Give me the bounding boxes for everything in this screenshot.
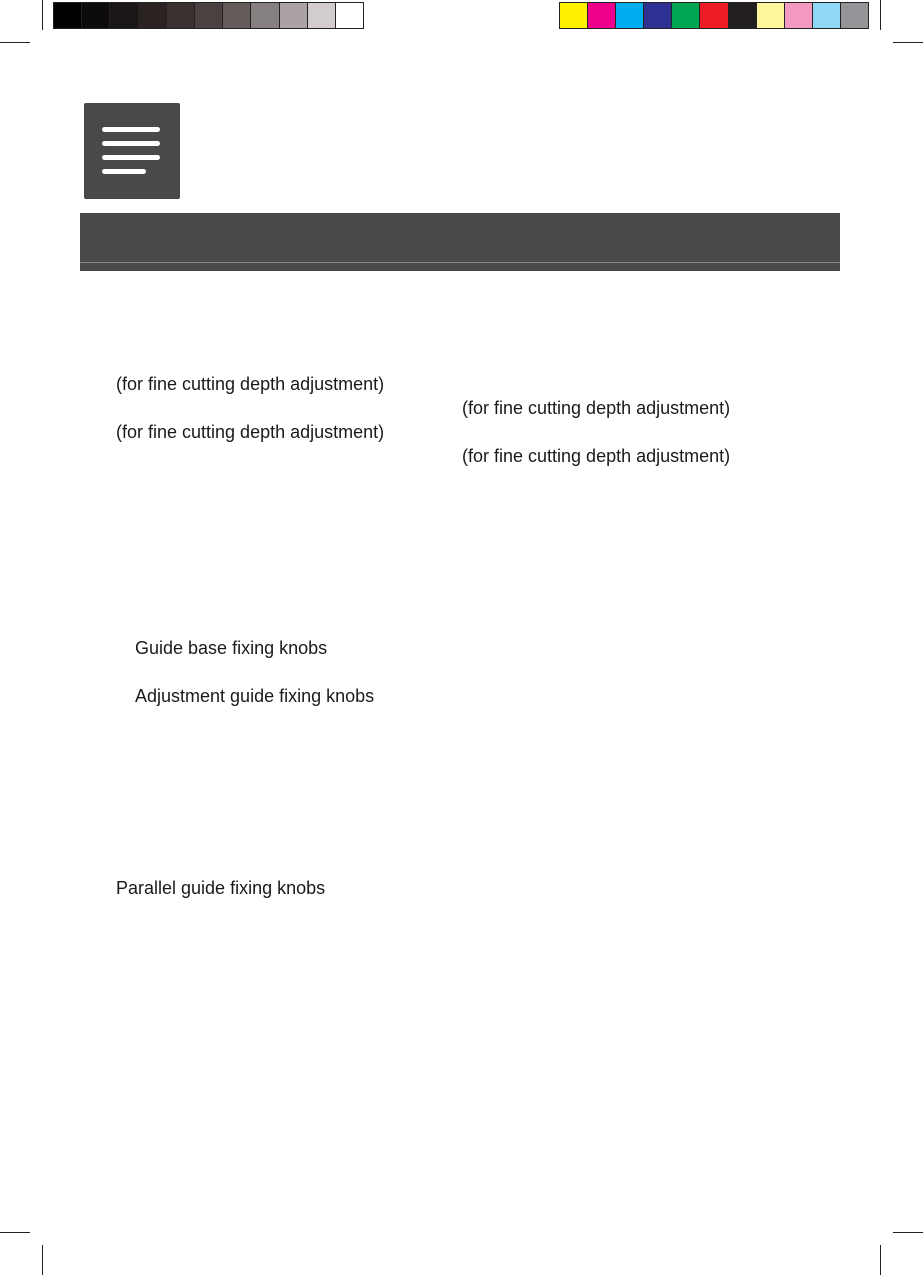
- icon-line: [102, 127, 160, 132]
- calibration-swatch: [223, 3, 251, 28]
- calibration-swatch: [251, 3, 279, 28]
- calibration-swatch: [785, 3, 813, 28]
- calibration-swatch: [82, 3, 110, 28]
- calibration-swatch: [700, 3, 728, 28]
- crop-mark-top-right-v: [880, 0, 881, 30]
- crop-mark-top-left-h: [0, 42, 30, 43]
- calibration-swatch: [280, 3, 308, 28]
- icon-line: [102, 155, 160, 160]
- grayscale-calibration-strip: [53, 2, 364, 29]
- calibration-swatch: [560, 3, 588, 28]
- crop-mark-bottom-right-h: [893, 1232, 923, 1233]
- left-fine-adjust-note-1: (for fine cutting depth adjustment): [116, 374, 385, 394]
- parallel-guide-knobs-label: Parallel guide fixing knobs: [116, 878, 326, 898]
- text-lines-icon: [84, 103, 180, 199]
- section-header-bar: [80, 213, 840, 271]
- left-fine-adjust-note-2: (for fine cutting depth adjustment): [116, 422, 385, 442]
- calibration-swatch: [813, 3, 841, 28]
- right-fine-adjust-note-1: (for fine cutting depth adjustment): [462, 398, 731, 418]
- calibration-swatch: [757, 3, 785, 28]
- calibration-swatch: [672, 3, 700, 28]
- icon-line: [102, 169, 146, 174]
- calibration-swatch: [588, 3, 616, 28]
- calibration-swatch: [167, 3, 195, 28]
- calibration-swatch: [195, 3, 223, 28]
- calibration-swatch: [110, 3, 138, 28]
- crop-mark-top-left-v: [42, 0, 43, 30]
- calibration-swatch: [336, 3, 363, 28]
- calibration-swatch: [644, 3, 672, 28]
- calibration-swatch: [139, 3, 167, 28]
- crop-mark-bottom-left-h: [0, 1232, 30, 1233]
- calibration-swatch: [308, 3, 336, 28]
- calibration-swatch: [841, 3, 868, 28]
- color-calibration-strip: [559, 2, 869, 29]
- adjustment-guide-knobs-label: Adjustment guide fixing knobs: [135, 686, 375, 706]
- right-fine-adjust-note-2: (for fine cutting depth adjustment): [462, 446, 731, 466]
- crop-mark-bottom-right-v: [880, 1245, 881, 1275]
- crop-mark-bottom-left-v: [42, 1245, 43, 1275]
- icon-line: [102, 141, 160, 146]
- calibration-swatch: [729, 3, 757, 28]
- crop-mark-top-right-h: [893, 42, 923, 43]
- calibration-swatch: [616, 3, 644, 28]
- calibration-swatch: [54, 3, 82, 28]
- guide-base-knobs-label: Guide base fixing knobs: [135, 638, 328, 658]
